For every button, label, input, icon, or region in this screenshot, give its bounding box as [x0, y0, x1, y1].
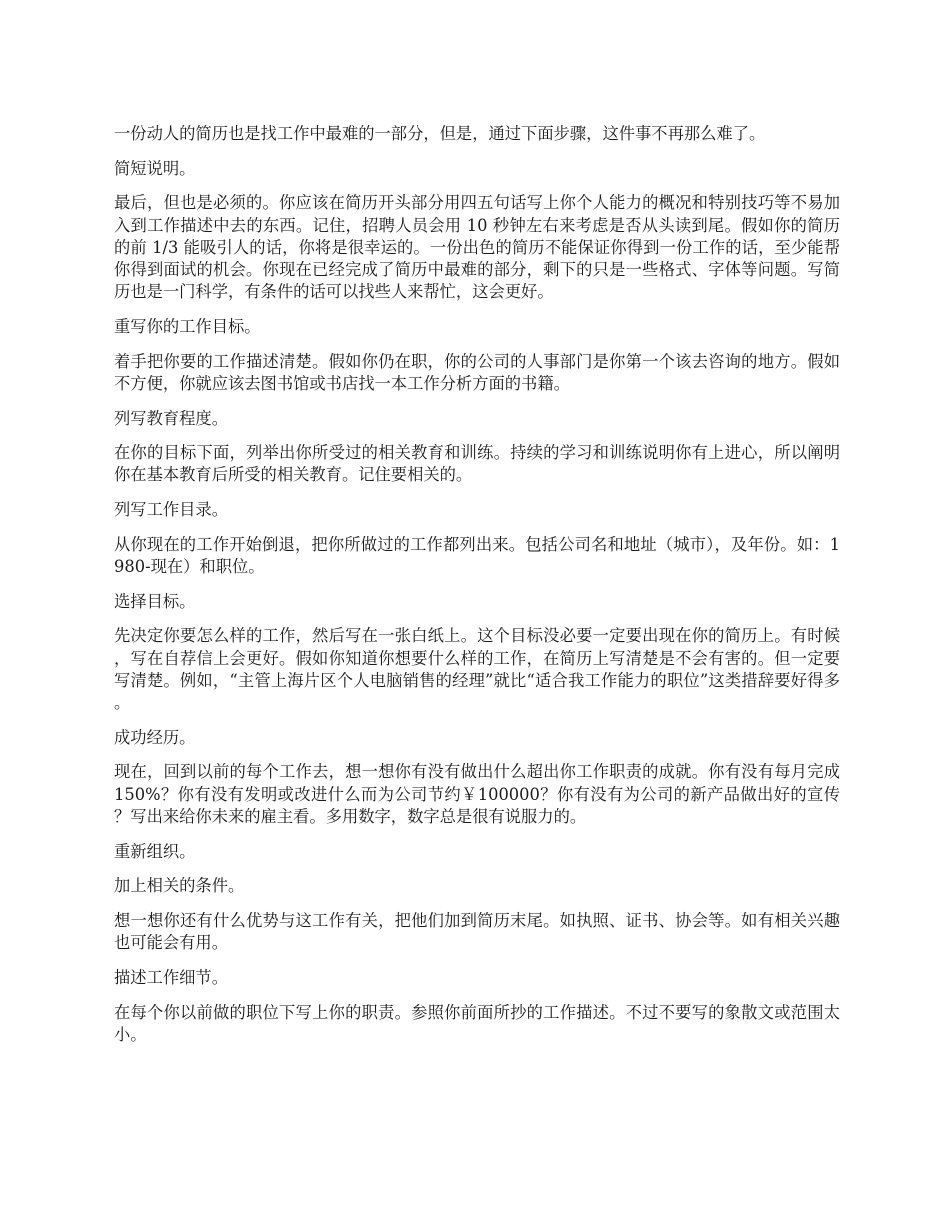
- section-heading-reorganize: 重新组织。: [114, 841, 196, 861]
- section-heading-brief-description: 简短说明。: [114, 158, 196, 178]
- paragraph-brief-description: 最后，但也是必须的。你应该在简历开头部分用四五句话写上你个人能力的概况和特别技巧等不易加入到工作描述中去的东西。记住，招聘人员会用 10 秒钟左右来考虑是否从头读到尾。假如你的简历的前 1/3 能吸引人的话，你将是很幸运的。一份出色的简历不能保证你得到一份工作的话，至少能帮你得到面试的机会。你现在已经完成了简历中最难的部分，剩下的只是一些格式、字体等问题。写简历也是一门科学，有条件的话可以找些人来帮忙，这会更好。: [114, 193, 840, 302]
- paragraph-work-list: 从你现在的工作开始倒退，把你所做过的工作都列出来。包括公司名和地址（城市），及年份。如：1980-现在）和职位。: [114, 534, 840, 577]
- paragraph-choose-goal: 先决定你要怎么样的工作，然后写在一张白纸上。这个目标没必要一定要出现在你的简历上。有时候，写在自荐信上会更好。假如你知道你想要什么样的工作，在简历上写清楚是不会有害的。但一定要写清楚。例如，“主管上海片区个人电脑销售的经理”就比“适合我工作能力的职位”这类措辞要好得多。: [114, 626, 840, 713]
- paragraph-achievements: 现在，回到以前的每个工作去，想一想你有没有做出什么超出你工作职责的成就。你有没有每月完成 150%？你有没有发明或改进什么而为公司节约￥100000？你有没有为公司的新产品做出好的宣传？写出来给你未来的雇主看。多用数字，数字总是很有说服力的。: [114, 762, 840, 826]
- paragraph-rewrite-job-goal: 着手把你要的工作描述清楚。假如你仍在职，你的公司的人事部门是你第一个该去咨询的地方。假如不方便，你就应该去图书馆或书店找一本工作分析方面的书籍。: [114, 351, 840, 393]
- section-heading-add-conditions: 加上相关的条件。: [114, 876, 245, 896]
- paragraph-job-details: 在每个你以前做的职位下写上你的职责。参照你前面所抄的工作描述。不过不要写的象散文或范围太小。: [114, 1002, 840, 1044]
- paragraph-education: 在你的目标下面，列举出你所受过的相关教育和训练。持续的学习和训练说明你有上进心，所以阐明你在基本教育后所受的相关教育。记住要相关的。: [114, 443, 840, 485]
- section-heading-education: 列写教育程度。: [114, 408, 228, 428]
- document-page: [114, 123, 840, 1059]
- section-heading-work-list: 列写工作目录。: [114, 500, 228, 520]
- section-heading-rewrite-job-goal: 重写你的工作目标。: [114, 316, 261, 336]
- section-heading-achievements: 成功经历。: [114, 727, 196, 747]
- section-heading-job-details: 描述工作细节。: [114, 967, 228, 987]
- intro-paragraph: 一份动人的简历也是找工作中最难的一部分，但是，通过下面步骤，这件事不再那么难了。: [114, 124, 766, 143]
- section-heading-choose-goal: 选择目标。: [114, 591, 196, 611]
- paragraph-add-conditions: 想一想你还有什么优势与这工作有关，把他们加到简历末尾。如执照、证书、协会等。如有相关兴趣也可能会有用。: [114, 910, 840, 953]
